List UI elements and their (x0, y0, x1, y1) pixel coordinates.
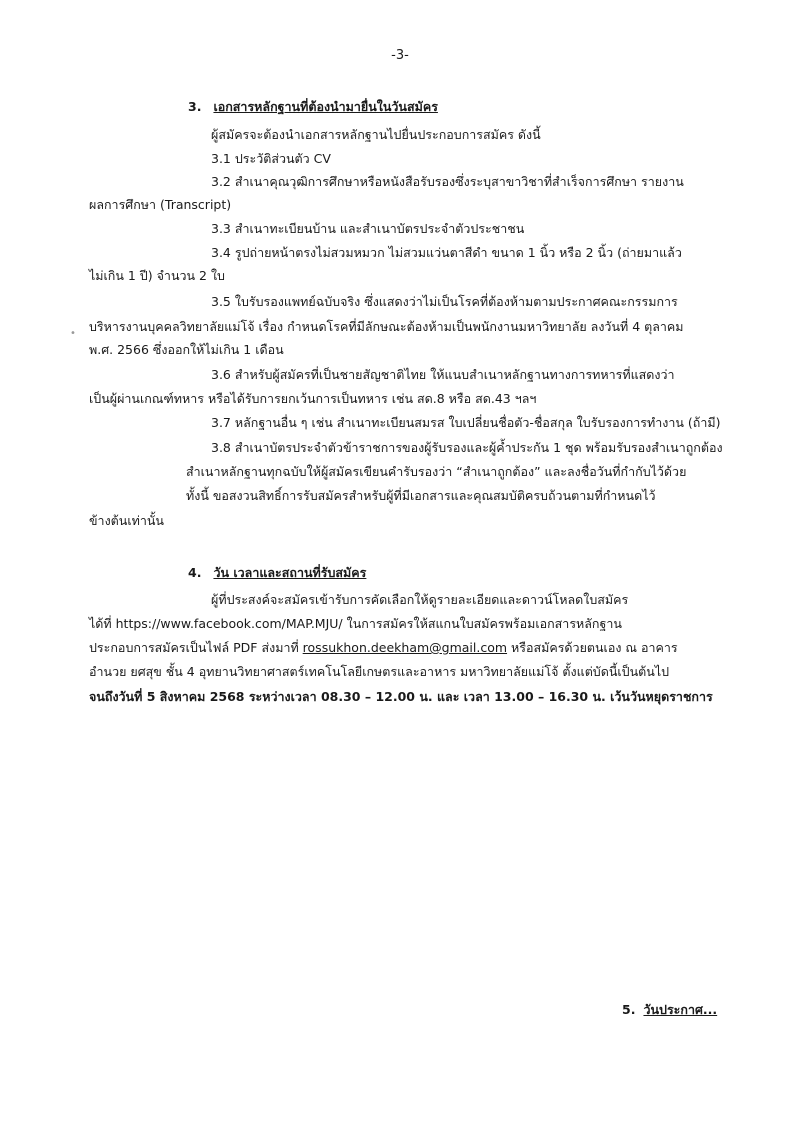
section-4-line3 (89, 639, 678, 657)
section-4-line5: จนถึงวันที่ 5 สิงหาคม 2568 ระหว่างเวลา 08.30 – 12.00 น. และ เวลา 13.00 – 16.30 น. เว้นวันหยุดราชการ (89, 689, 713, 704)
section-3-intro: ผู้สมัครจะต้องนำเอกสารหลักฐานไปยื่นประกอบการสมัคร ดังนี้ (211, 127, 541, 142)
item-3-5-line1: 3.5 ใบรับรองแพทย์ฉบับจริง ซึ่งแสดงว่าไม่เป็นโรคที่ต้องห้ามตามประกาศคณะกรรมการ (211, 294, 678, 309)
next-section-continuation (622, 1000, 717, 1020)
section-4-line2: ได้ที่ https://www.facebook.com/MAP.MJU/ ในการสมัครให้สแกนใบสมัครพร้อมเอกสารหลักฐาน (89, 616, 622, 631)
section-3-closing-line2: ข้างต้นเท่านั้น (89, 513, 164, 528)
item-3-4-line1: 3.4 รูปถ่ายหน้าตรงไม่สวมหมวก ไม่สวมแว่นตาสีดำ ขนาด 1 นิ้ว หรือ 2 นิ้ว (ถ่ายมาแล้ว (211, 245, 682, 260)
section-4-line4: อำนวย ยศสุข ชั้น 4 อุทยานวิทยาศาสตร์เทคโนโลยีเกษตรและอาหาร มหาวิทยาลัยแม่โจ้ ตั้งแต่บัดนี้เป็นต้นไป (89, 664, 670, 679)
contact-email-link[interactable]: rossukhon.deekham@gmail.com (302, 640, 508, 655)
item-3-4-line2: ไม่เกิน 1 ปี) จำนวน 2 ใบ (89, 268, 225, 283)
item-3-5-line2: บริหารงานบุคคลวิทยาลัยแม่โจ้ เรื่อง กำหนดโรคที่มีลักษณะต้องห้ามเป็นพนักงานมหาวิทยาลัย ลงวันที่ 4 ตุลาคม (89, 319, 684, 334)
item-3-1: 3.1 ประวัติส่วนตัว CV (211, 151, 331, 166)
page-number: -3- (391, 48, 409, 63)
item-3-6-line1: 3.6 สำหรับผู้สมัครที่เป็นชายสัญชาติไทย ให้แนบสำเนาหลักฐานทางการทหารที่แสดงว่า (211, 367, 675, 382)
item-3-3: 3.3 สำเนาทะเบียนบ้าน และสำเนาบัตรประจำตัวประชาชน (211, 221, 525, 236)
item-3-5-line3: พ.ศ. 2566 ซึ่งออกให้ไม่เกิน 1 เดือน (89, 342, 284, 357)
section-3-title: เอกสารหลักฐานที่ต้องนำมายื่นในวันสมัคร (213, 99, 438, 114)
section-4-title: วัน เวลาและสถานที่รับสมัคร (213, 565, 367, 580)
item-3-2-line2: ผลการศึกษา (Transcript) (89, 197, 232, 212)
section-4-heading (188, 564, 366, 582)
item-3-2-line1: 3.2 สำเนาคุณวุฒิการศึกษาหรือหนังสือรับรองซึ่งระบุสาขาวิชาที่สำเร็จการศึกษา รายงาน (211, 174, 684, 189)
section-3-closing-line1: ทั้งนี้ ขอสงวนสิทธิ์การรับสมัครสำหรับผู้ที่มีเอกสารและคุณสมบัติครบถ้วนตามที่กำหนดไว้ (186, 488, 656, 503)
section-4-line3-before: ประกอบการสมัครเป็นไฟล์ PDF ส่งมาที่ (89, 640, 303, 655)
next-section-number: 5. (622, 1002, 636, 1017)
section-4-line3-after: หรือสมัครด้วยตนเอง ณ อาคาร (507, 640, 678, 655)
section-4-number: 4. (188, 565, 202, 580)
item-3-6-line2: เป็นผู้ผ่านเกณฑ์ทหาร หรือได้รับการยกเว้นการเป็นทหาร เช่น สด.8 หรือ สด.43 ฯลฯ (89, 391, 537, 406)
margin-mark: • (70, 328, 76, 339)
next-section-title: วันประกาศ... (643, 1002, 718, 1017)
item-3-8-line2: สำเนาหลักฐานทุกฉบับให้ผู้สมัครเขียนคำรับรองว่า “สำเนาถูกต้อง” และลงชื่อวันที่กำกับไว้ด้วย (186, 464, 687, 479)
item-3-7: 3.7 หลักฐานอื่น ๆ เช่น สำเนาทะเบียนสมรส ใบเปลี่ยนชื่อตัว-ชื่อสกุล ใบรับรองการทำงาน (ถ้ามี) (211, 415, 721, 430)
section-3-number: 3. (188, 99, 202, 114)
item-3-8-line1: 3.8 สำเนาบัตรประจำตัวข้าราชการของผู้รับรองและผู้ค้ำประกัน 1 ชุด พร้อมรับรองสำเนาถูกต้อง (211, 440, 723, 455)
section-4-line1: ผู้ที่ประสงค์จะสมัครเข้ารับการคัดเลือกให้ดูรายละเอียดและดาวน์โหลดใบสมัคร (211, 592, 629, 607)
section-3-heading (188, 98, 438, 116)
